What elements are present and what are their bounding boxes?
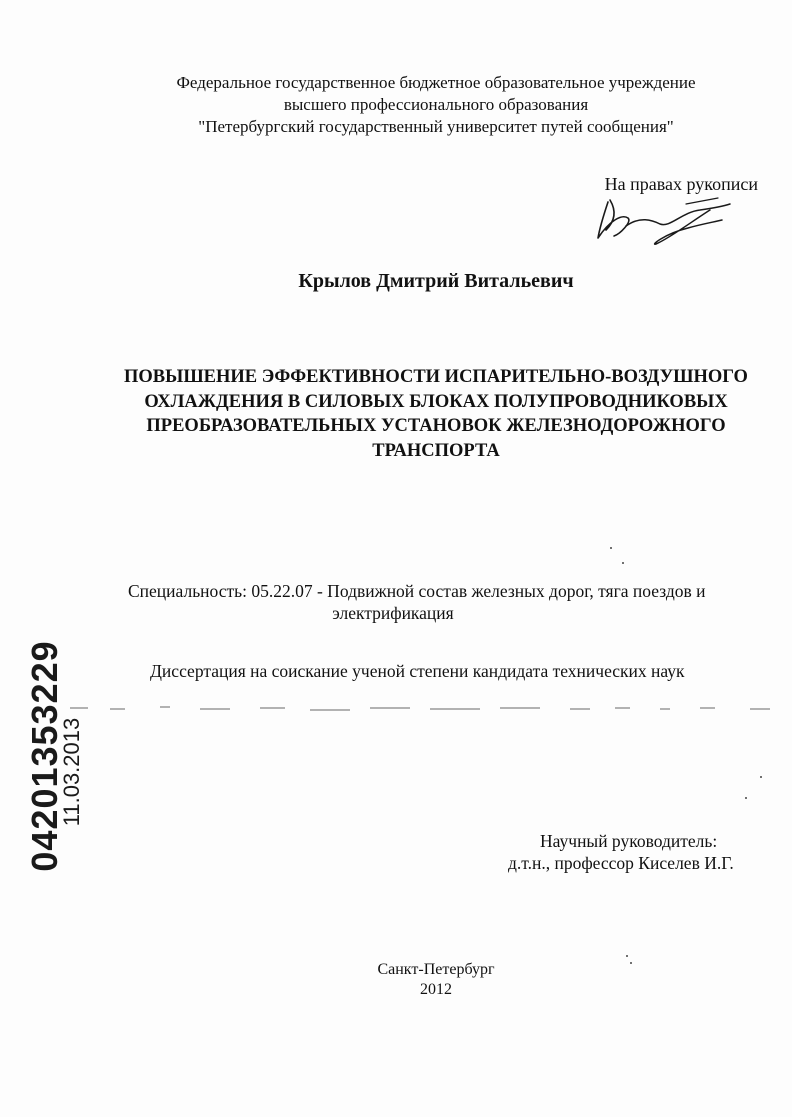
degree-statement: Диссертация на соискание ученой степени кандидата технических наук	[150, 661, 685, 681]
supervisor-name: д.т.н., профессор Киселев И.Г.	[508, 853, 734, 873]
institution-line-2: высшего профессионального образования	[283, 95, 589, 114]
title-line-1: ПОВЫШЕНИЕ ЭФФЕКТИВНОСТИ ИСПАРИТЕЛЬНО-ВОЗДУШНОГО	[124, 367, 748, 387]
author-name: Крылов Дмитрий Витальевич	[298, 270, 574, 292]
title-line-2: ОХЛАЖДЕНИЯ В СИЛОВЫХ БЛОКАХ ПОЛУПРОВОДНИКОВЫХ	[144, 391, 728, 412]
scan-speck	[630, 962, 632, 964]
signature-icon	[590, 190, 740, 250]
footer	[40, 960, 792, 1000]
specialty	[128, 580, 768, 624]
stamp-number: 04201353229	[24, 640, 65, 872]
footer-year: 2012	[420, 981, 452, 998]
institution-line-1: Федеральное государственное бюджетное образовательное учреждение	[176, 73, 696, 92]
scan-speck	[622, 562, 624, 564]
institution-line-3: "Петербургский государственный университет путей сообщения"	[198, 117, 674, 136]
title-line-3: ПРЕОБРАЗОВАТЕЛЬНЫХ УСТАНОВОК ЖЕЛЕЗНОДОРОЖНОГО	[146, 416, 726, 436]
scan-speck	[745, 797, 747, 799]
dissertation-title	[40, 365, 792, 463]
title-line-4: ТРАНСПОРТА	[372, 440, 500, 461]
stamp-date: 11.03.2013	[59, 717, 84, 827]
specialty-line-1: Специальность: 05.22.07 - Подвижной состав железных дорог, тяга поездов и	[128, 581, 706, 601]
scan-speck	[760, 776, 762, 778]
footer-city: Санкт-Петербург	[377, 961, 495, 978]
supervisor-block	[500, 830, 770, 874]
specialty-line-2: электрификация	[332, 603, 454, 623]
institution-header	[40, 72, 792, 138]
supervisor-label: Научный руководитель:	[540, 831, 718, 851]
manuscript-note: На правах рукописи	[604, 174, 758, 194]
scan-noise-line	[70, 700, 790, 720]
scan-speck	[610, 547, 612, 549]
scan-speck	[626, 955, 628, 957]
